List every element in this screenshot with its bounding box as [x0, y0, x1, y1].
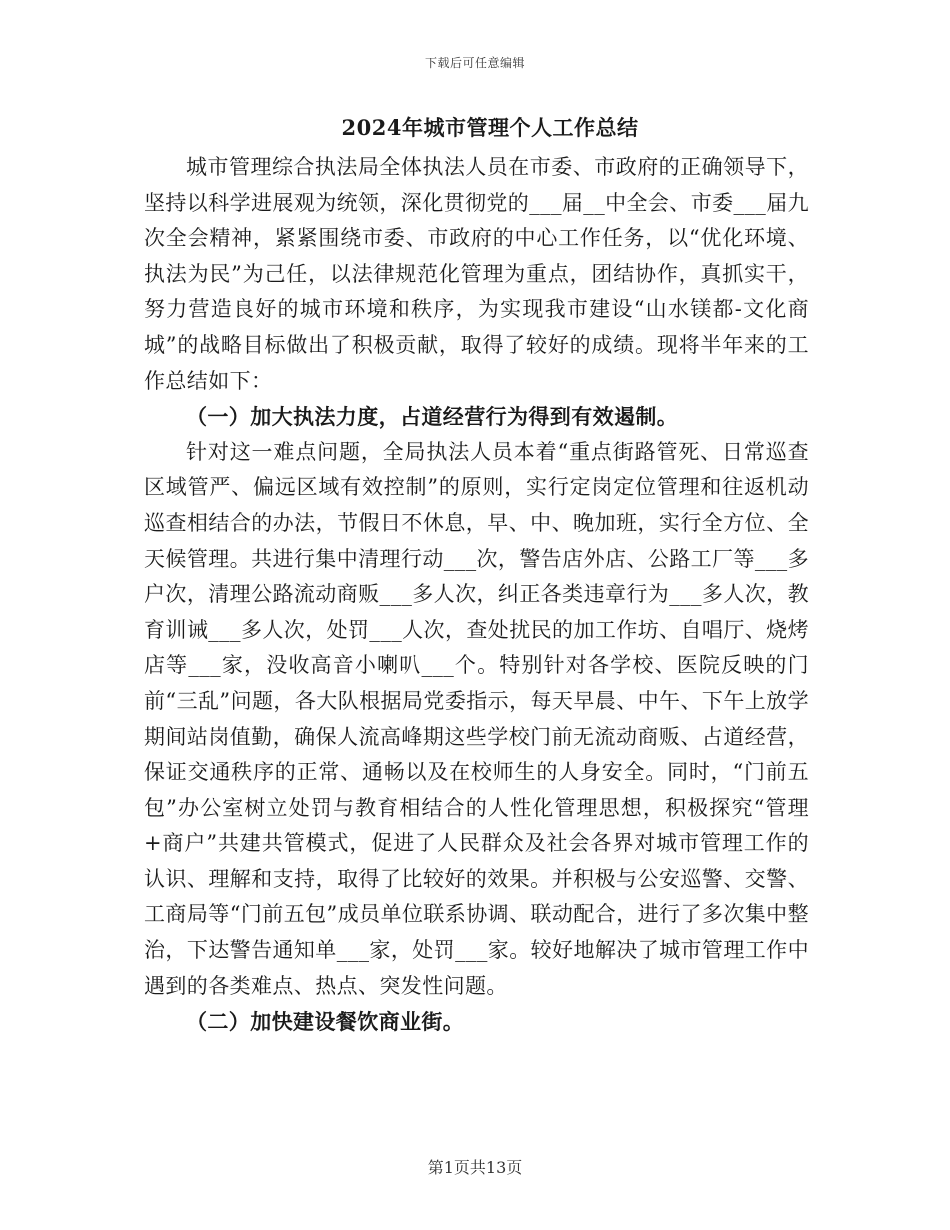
header-note: 下载后可任意编辑 [424, 56, 525, 70]
page-number: 第1页共13页 [427, 1158, 523, 1177]
section-heading-2: （二）加快建设餐饮商业街。 [186, 1009, 465, 1035]
document-body [144, 150, 809, 1040]
section-heading-1: （一）加大执法力度，占道经营行为得到有效遏制。 [186, 404, 679, 430]
document-title: 2024年城市管理个人工作总结 [341, 115, 639, 140]
section-1-paragraph: 针对这一难点问题，全局执法人员本着“重点街路管死、日常巡查区域管严、偏远区域有效控制”的原则，实行定岗定位管理和往返机动巡查相结合的办法，节假日不休息，早、中、晚加班，实行全方位、全天候管理。共进行集中清理行动___次，警告店外店、公路工厂等___多户次，清理公路流动商贩___多人次，纠正各类违章行为___多人次，教育训诫___多人次，处罚___人次，查处扰民的加工作坊、自唱厅、烧烤店等___家，没收高音小喇叭___个。特别针对各学校、医院反映的门前“三乱”问题，各大队根据局党委指示，每天早晨、中午、下午上放学期间站岗值勤，确保人流高峰期这些学校门前无流动商贩、占道经营，保证交通秩序的正常、通畅以及在校师生的人身安全。同时，“门前五包”办公室树立处罚与教育相结合的人性化管理思想，积极探究“管理+商户”共建共管模式，促进了人民群众及社会各界对城市管理工作的认识、理解和支持，取得了比较好的效果。并积极与公安巡警、交警、工商局等“门前五包”成员单位联系协调、联动配合，进行了多次集中整治，下达警告通知单___家，处罚___家。较好地解决了城市管理工作中遇到的各类难点、热点、突发性问题。 [144, 439, 809, 998]
intro-paragraph: 城市管理综合执法局全体执法人员在市委、市政府的正确领导下，坚持以科学进展观为统领，深化贯彻党的___届__中全会、市委___届九次全会精神，紧紧围绕市委、市政府的中心工作任务，以“优化环境、执法为民”为己任，以法律规范化管理为重点，团结协作，真抓实干，努力营造良好的城市环境和秩序，为实现我市建设“山水镁都-文化商城”的战略目标做出了积极贡献，取得了较好的成绩。现将半年来的工作总结如下： [144, 155, 809, 393]
